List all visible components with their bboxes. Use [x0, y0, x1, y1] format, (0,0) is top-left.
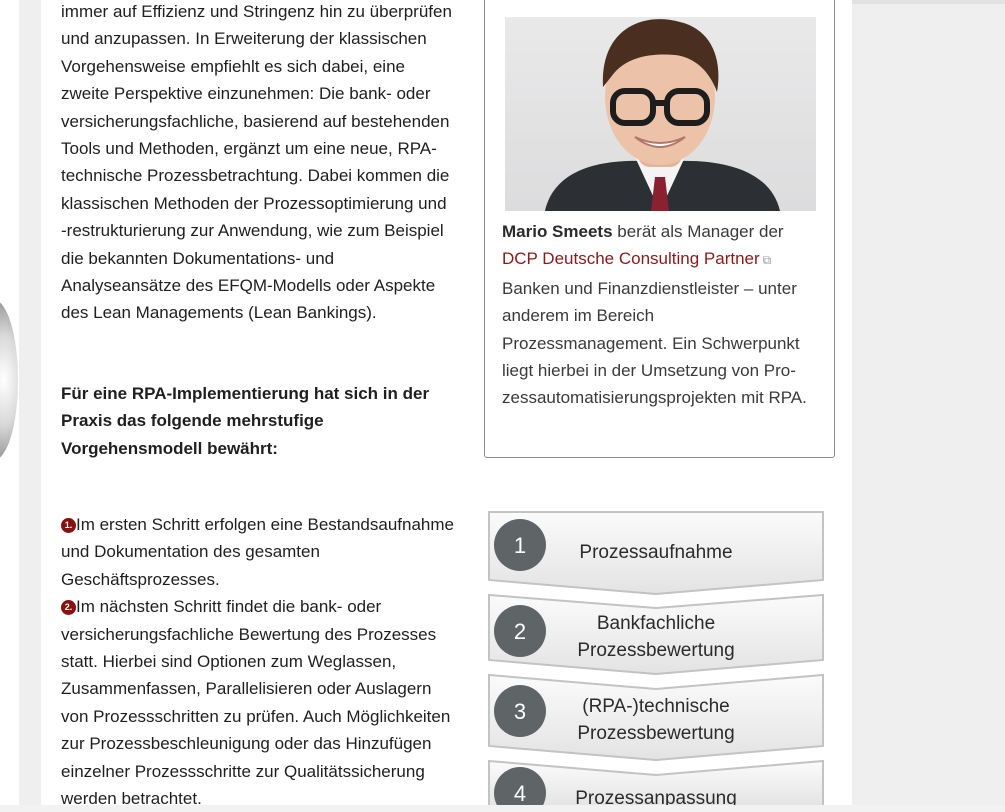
author-name: Mario Smeets [502, 222, 613, 241]
process-step-4 [489, 761, 823, 805]
process-step-1 [489, 512, 823, 594]
left-decoration [0, 0, 19, 805]
step-number: 3 [513, 699, 527, 724]
step-label: Prozessanpassung [575, 788, 737, 805]
step-number-badge: 2. [61, 600, 76, 615]
external-link-icon: ⧉ [762, 253, 772, 268]
step-label: Prozessaufnahme [579, 542, 733, 563]
step-item-1 [61, 511, 456, 593]
page-gutter [19, 0, 41, 805]
sidebar-top-border [852, 0, 1005, 4]
process-step-3 [489, 675, 823, 760]
author-bio-box [484, 0, 835, 458]
step-number: 2 [513, 619, 527, 644]
right-sidebar-background [852, 0, 1005, 805]
step-item-2 [61, 593, 456, 812]
author-bio-text [502, 218, 822, 412]
step-number-badge: 1. [61, 518, 76, 533]
steps-list [61, 511, 456, 812]
author-photo [505, 17, 816, 211]
step-label: (RPA-)technische [582, 696, 730, 717]
process-diagram [486, 508, 828, 805]
article-subheading: Für eine RPA-Implementierung hat sich in der Praxis das folgende mehrstufige Vorgehensmodell bewährt: [61, 384, 430, 458]
article-paragraph: immer auf Effizienz und Stringenz hin zu überprüfen und anzupassen. In Erweiterung der klassischen Vorgehensweise empfiehlt es sich dabei, eine zweite Perspektive einzunehmen: Die bank- oder versicherungsfachliche, basierend auf bestehenden Tools und Methoden, ergänzt um eine neue, RPA-technische Prozessbetrachtung. Dabei kommen die klassischen Methoden der Prozessoptimierung und -restrukturierung zur Anwendung, wie zum Beispiel die bekannten Dokumentations- und Analyseansätze des EFQM-Modells oder Aspekte des Lean Managements (Lean Bankings). [61, 2, 452, 323]
step-number: 1 [513, 533, 527, 558]
step-label: Bankfachliche [596, 613, 716, 634]
author-portrait-illustration [505, 17, 816, 211]
dcp-company-link[interactable]: DCP Deutsche Consulting Partner [502, 249, 760, 269]
step-text: Im ersten Schritt erfolgen eine Bestandsaufnahme und Dokumentation des gesamten Geschäftsprozesses. [61, 515, 454, 589]
step-text: Im nächsten Schritt findet die bank- oder versicherungsfachliche Bewertung des Prozesses statt. Hierbei sind Optionen zum Weglassen, Zusammenfassen, Parallelisieren oder Auslagern von Prozessschritten zu prüfen. Auch Möglichkeiten zur Prozessbeschleunigung oder das Hinzufügen einzelner Prozessschritte zur Qualitätssicherung werden betrachtet. [61, 597, 451, 809]
step-number: 4 [513, 781, 527, 805]
bio-text-part: Banken und Finanzdienstleister – unter anderem im Bereich Prozessmanagement. Ein Schwerpunkt liegt hierbei in der Umsetzung von Prozessautomatisierungsprojekten mit RPA. [502, 278, 807, 408]
process-step-2 [489, 595, 823, 674]
step-label: Prozessbewertung [577, 640, 735, 661]
decorative-swoosh [0, 300, 18, 460]
process-steps-graphic [486, 508, 828, 805]
step-label: Prozessbewertung [577, 723, 735, 744]
bio-text-part: berät als Manager der [612, 222, 784, 241]
